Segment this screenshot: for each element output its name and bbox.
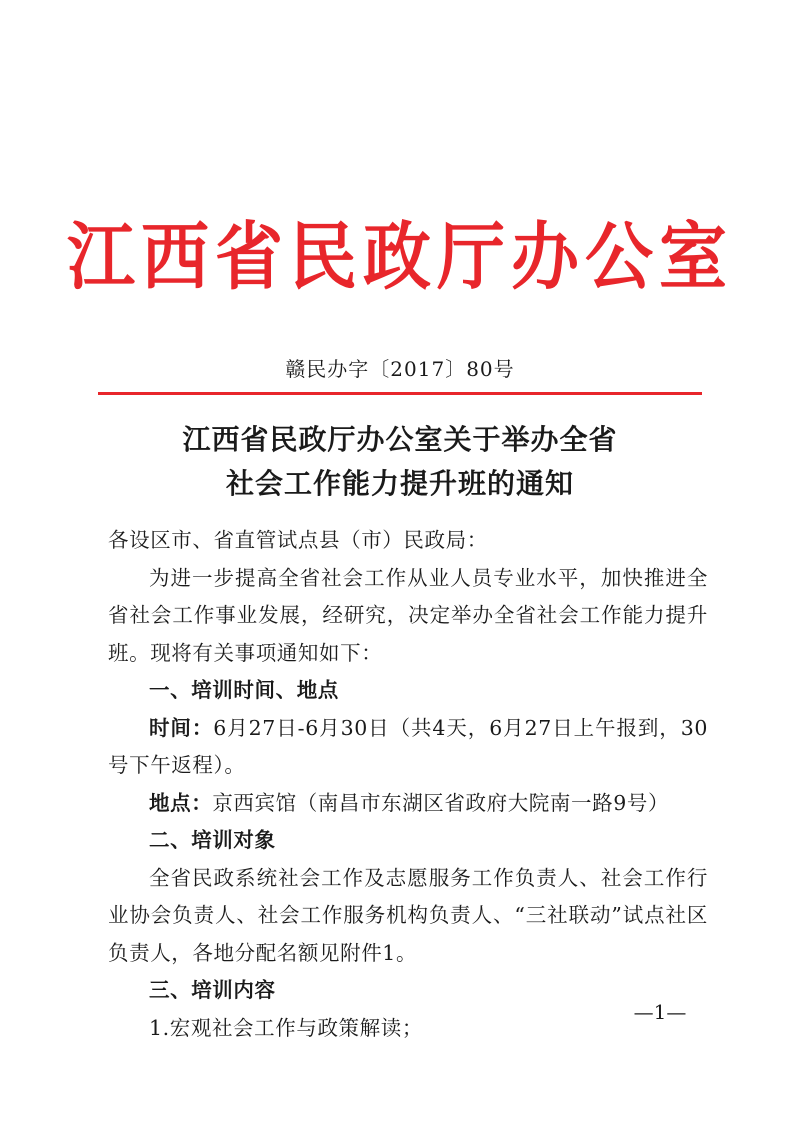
page-number: —1— <box>633 1000 687 1024</box>
time-value: 6月27日-6月30日（共4天，6月27日上午报到，30号下午返程）。 <box>108 715 708 777</box>
training-time-paragraph <box>108 710 708 785</box>
document-title <box>0 418 800 506</box>
document-title-line-1: 江西省民政厅办公室关于举办全省 <box>182 423 618 456</box>
section-2-heading: 二、培训对象 <box>149 828 276 852</box>
document-title-line-2: 社会工作能力提升班的通知 <box>225 467 574 500</box>
issuing-office-header: 江西省民政厅办公室 <box>66 213 733 301</box>
section-3-item-1: 1.宏观社会工作与政策解读； <box>149 1015 423 1040</box>
section-2-paragraph: 全省民政系统社会工作及志愿服务工作负责人、社会工作行业协会负责人、社会工作服务机构负责人、“三社联动”试点社区负责人，各地分配名额见附件1。 <box>108 865 708 965</box>
intro-paragraph: 为进一步提高全省社会工作从业人员专业水平，加快推进全省社会工作事业发展，经研究，决定举办全省社会工作能力提升班。现将有关事项通知如下： <box>108 565 708 665</box>
place-label: 地点： <box>149 790 213 815</box>
place-value: 京西宾馆（南昌市东湖区省政府大院南一路9号） <box>212 790 670 815</box>
document-number: 赣民办字〔2017〕80号 <box>285 357 515 381</box>
salutation: 各设区市、省直管试点县（市）民政局： <box>108 528 488 552</box>
time-label: 时间： <box>149 715 214 740</box>
section-1-heading: 一、培训时间、地点 <box>149 678 339 702</box>
training-place-paragraph <box>108 785 708 823</box>
document-body <box>108 522 708 1047</box>
section-3-heading: 三、培训内容 <box>149 978 276 1002</box>
red-separator-line <box>98 392 702 395</box>
